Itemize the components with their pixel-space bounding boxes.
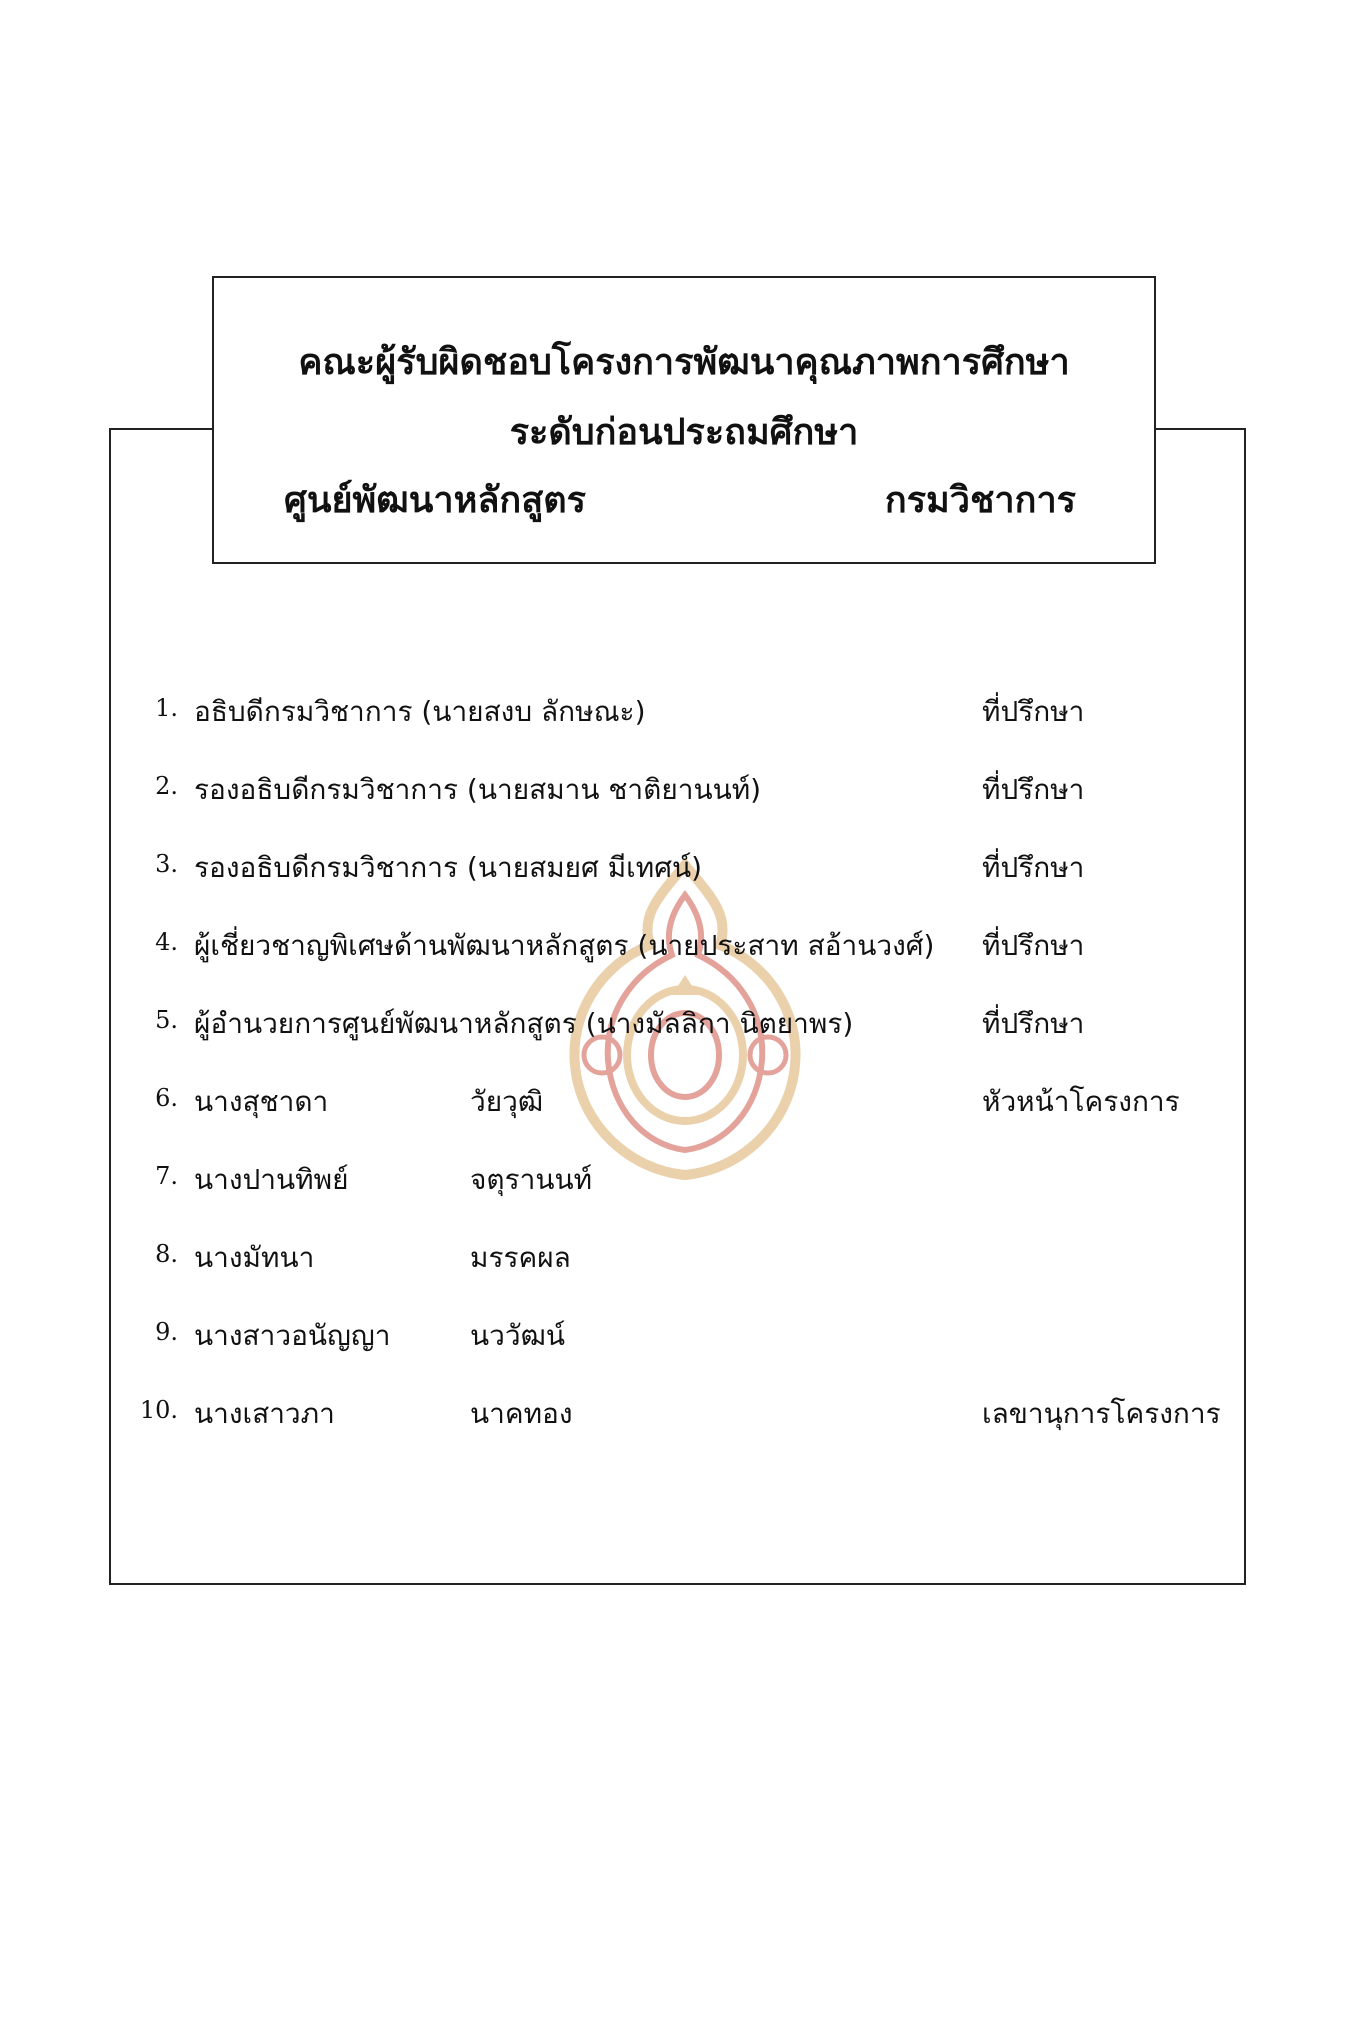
list-item: [0, 846, 1360, 896]
title-line-1: คณะผู้รับผิดชอบโครงการพัฒนาคุณภาพการศึกษา: [298, 342, 1070, 383]
item-number: 8.: [155, 1240, 178, 1268]
list-item: [0, 1314, 1360, 1364]
list-item: [0, 768, 1360, 818]
member-role: ที่ปรึกษา: [982, 1007, 1085, 1040]
department-name: ศูนย์พัฒนาหลักสูตร: [284, 480, 586, 521]
title-box: [212, 276, 1156, 564]
member-surname: นววัฒน์: [470, 1319, 566, 1352]
member-role: ที่ปรึกษา: [982, 851, 1085, 884]
list-item: [0, 1080, 1360, 1130]
item-number: 9.: [155, 1318, 178, 1346]
member-surname: วัยวุฒิ: [470, 1085, 544, 1118]
item-number: 2.: [155, 772, 178, 800]
member-surname: จตุรานนท์: [470, 1163, 593, 1196]
item-number: 7.: [155, 1162, 178, 1190]
member-name: รองอธิบดีกรมวิชาการ (นายสมยศ มีเทศน์): [194, 851, 703, 884]
member-name: นางสาวอนัญญา: [194, 1319, 391, 1352]
member-role: ที่ปรึกษา: [982, 773, 1085, 806]
list-item: [0, 1158, 1360, 1208]
list-item: [0, 690, 1360, 740]
member-name: นางปานทิพย์: [194, 1163, 349, 1196]
item-number: 10.: [139, 1396, 178, 1424]
list-item: [0, 1236, 1360, 1286]
item-number: 6.: [155, 1084, 178, 1112]
member-name: ผู้เชี่ยวชาญพิเศษด้านพัฒนาหลักสูตร (นายประสาท สอ้านวงศ์): [194, 929, 935, 962]
item-number: 5.: [155, 1006, 178, 1034]
member-name: อธิบดีกรมวิชาการ (นายสงบ ลักษณะ): [194, 695, 646, 728]
list-item: [0, 924, 1360, 974]
member-role: เลขานุการโครงการ: [982, 1397, 1221, 1430]
item-number: 4.: [155, 928, 178, 956]
member-role: ที่ปรึกษา: [982, 695, 1085, 728]
member-name: นางเสาวภา: [194, 1397, 335, 1430]
organization-name: กรมวิชาการ: [884, 480, 1076, 521]
member-surname: นาคทอง: [470, 1397, 573, 1430]
item-number: 1.: [155, 694, 178, 722]
member-role: ที่ปรึกษา: [982, 929, 1085, 962]
title-line-2: ระดับก่อนประถมศึกษา: [509, 412, 859, 453]
member-surname: มรรคผล: [470, 1241, 571, 1274]
member-name: นางมัทนา: [194, 1241, 315, 1274]
list-item: [0, 1002, 1360, 1052]
member-role: หัวหน้าโครงการ: [982, 1085, 1180, 1118]
member-name: ผู้อำนวยการศูนย์พัฒนาหลักสูตร (นางมัลลิกา นิตยาพร): [194, 1007, 854, 1040]
member-name: รองอธิบดีกรมวิชาการ (นายสมาน ชาติยานนท์): [194, 773, 762, 806]
list-item: [0, 1392, 1360, 1442]
member-name: นางสุชาดา: [194, 1085, 329, 1118]
item-number: 3.: [155, 850, 178, 878]
